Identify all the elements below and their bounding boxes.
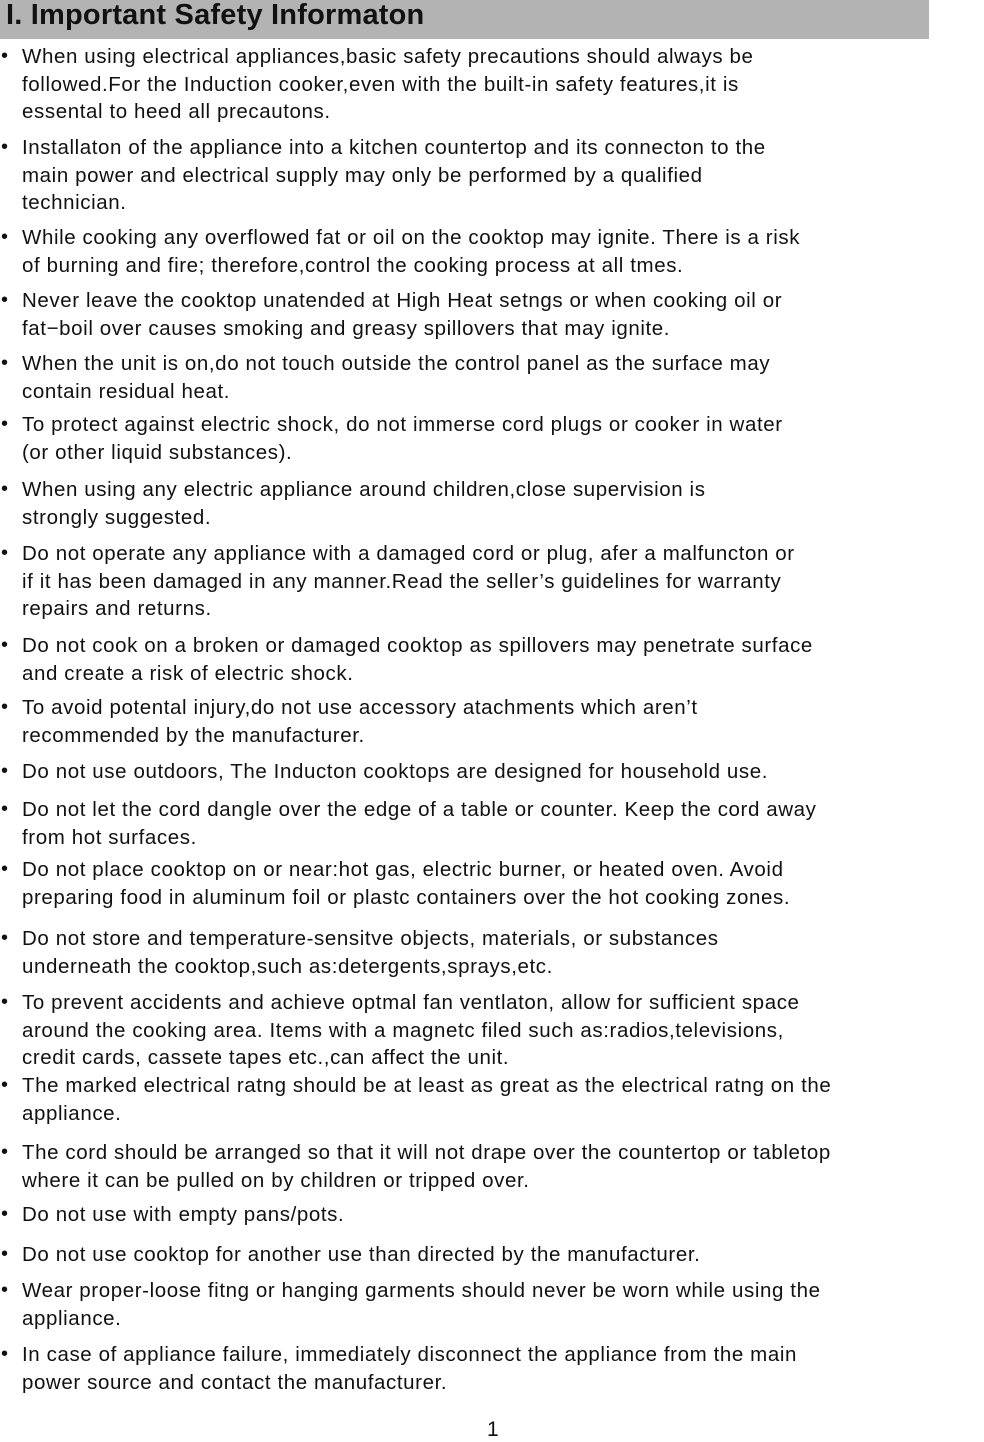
list-item-text: The cord should be arranged so that it will not drape over the countertop or tabletop where it can be pulled on by children or tripped over. bbox=[22, 1141, 831, 1192]
list-item-text: Do not use with empty pans/pots. bbox=[22, 1203, 345, 1226]
list-item-text: While cooking any overflowed fat or oil on the cooktop may ignite. There is a risk of burning and fire; therefore,control the cooking process at all tmes. bbox=[22, 226, 801, 277]
section-title: I. Important Safety Informaton bbox=[6, 0, 425, 31]
list-item-text: Do not store and temperature-sensitve objects, materials, or substances underneath the cooktop,such as:detergents,sprays,etc. bbox=[22, 927, 719, 978]
list-item-text: Do not place cooktop on or near:hot gas, electric burner, or heated oven. Avoid preparing food in aluminum foil or plastc containers over the hot cooking zones. bbox=[22, 858, 791, 909]
list-item-text: Do not cook on a broken or damaged cooktop as spillovers may penetrate surface and create a risk of electric shock. bbox=[22, 634, 813, 685]
list-item-text: Do not use outdoors, The Inducton cooktops are designed for household use. bbox=[22, 760, 769, 783]
list-item-text: When using electrical appliances,basic safety precautions should always be followed.For the Induction cooker,even with the built-in safety features,it is essental to heed all precautons. bbox=[22, 45, 754, 123]
bullet-icon: • bbox=[1, 226, 9, 248]
bullet-icon: • bbox=[1, 413, 9, 435]
list-item-text: When the unit is on,do not touch outside the control panel as the surface may contain residual heat. bbox=[22, 352, 771, 403]
bullet-icon: • bbox=[1, 991, 9, 1013]
bullet-icon: • bbox=[1, 760, 9, 782]
bullet-icon: • bbox=[1, 1141, 9, 1163]
bullet-icon: • bbox=[1, 1243, 9, 1265]
bullet-icon: • bbox=[1, 136, 9, 158]
bullet-icon: • bbox=[1, 352, 9, 374]
list-item-text: The marked electrical ratng should be at least as great as the electrical ratng on the appliance. bbox=[22, 1074, 832, 1125]
bullet-icon: • bbox=[1, 634, 9, 656]
bullet-icon: • bbox=[1, 542, 9, 564]
bullet-icon: • bbox=[1, 927, 9, 949]
list-item-text: Never leave the cooktop unatended at High Heat setngs or when cooking oil or fat−boil over causes smoking and greasy spillovers that may ignite. bbox=[22, 289, 783, 340]
bullet-icon: • bbox=[1, 696, 9, 718]
bullet-icon: • bbox=[1, 1343, 9, 1365]
bullet-icon: • bbox=[1, 858, 9, 880]
list-item-text: Do not operate any appliance with a damaged cord or plug, afer a malfuncton or if it has been damaged in any manner.Read the seller’s guidelines for warranty repairs and returns. bbox=[22, 542, 795, 620]
list-item-text: Wear proper-loose fitng or hanging garments should never be worn while using the appliance. bbox=[22, 1279, 821, 1330]
list-item-text: In case of appliance failure, immediately disconnect the appliance from the main power source and contact the manufacturer. bbox=[22, 1343, 798, 1394]
page-number: 1 bbox=[487, 1418, 499, 1441]
bullet-icon: • bbox=[1, 45, 9, 67]
bullet-icon: • bbox=[1, 1279, 9, 1301]
list-item-text: To avoid potental injury,do not use accessory atachments which aren’t recommended by the manufacturer. bbox=[22, 696, 698, 747]
bullet-icon: • bbox=[1, 1074, 9, 1096]
bullet-icon: • bbox=[1, 289, 9, 311]
list-item-text: Do not let the cord dangle over the edge of a table or counter. Keep the cord away from hot surfaces. bbox=[22, 798, 817, 849]
list-item-text: Do not use cooktop for another use than directed by the manufacturer. bbox=[22, 1243, 701, 1266]
list-item-text: When using any electric appliance around children,close supervision is strongly suggested. bbox=[22, 478, 706, 529]
bullet-icon: • bbox=[1, 798, 9, 820]
list-item-text: To prevent accidents and achieve optmal fan ventlaton, allow for sufficient space around the cooking area. Items with a magnetc filed such as:radios,televisions, credit cards, cassete tapes etc.,can affect the unit. bbox=[22, 991, 800, 1069]
list-item-text: To protect against electric shock, do not immerse cord plugs or cooker in water (or other liquid substances). bbox=[22, 413, 783, 464]
bullet-icon: • bbox=[1, 478, 9, 500]
bullet-icon: • bbox=[1, 1203, 9, 1225]
section-title-bar bbox=[0, 0, 929, 39]
list-item-text: Installaton of the appliance into a kitchen countertop and its connecton to the main power and electrical supply may only be performed by a qualified technician. bbox=[22, 136, 766, 214]
